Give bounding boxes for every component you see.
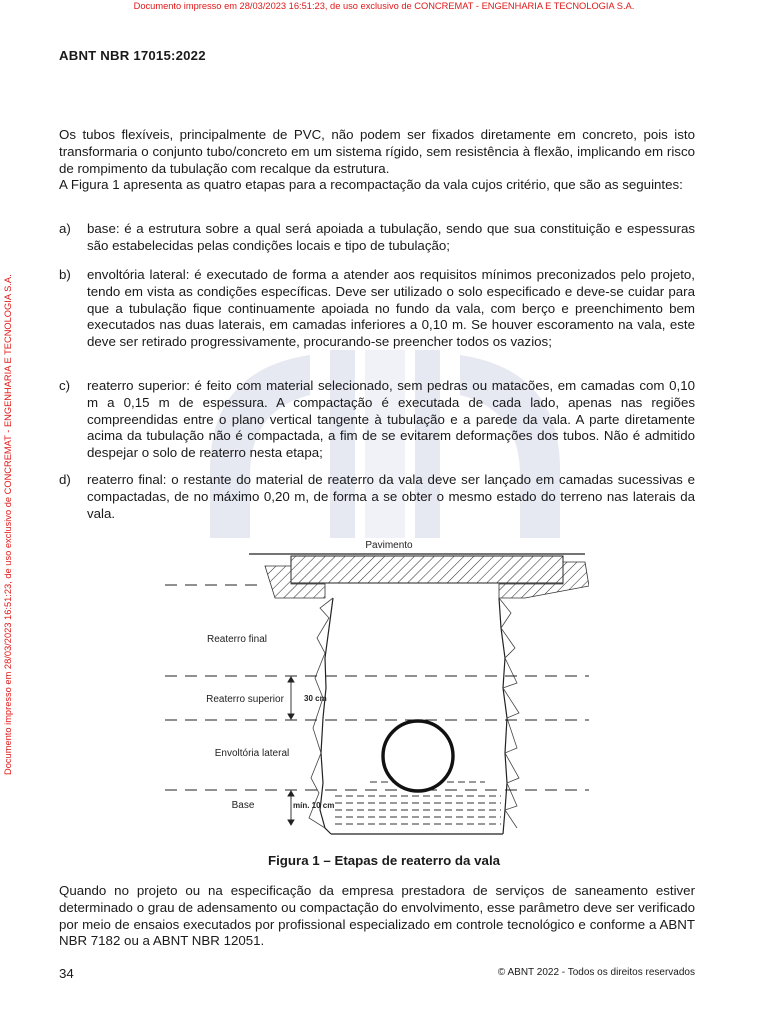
trench-backfill-diagram bbox=[165, 538, 589, 840]
label-reaterro-superior: Reaterro superior bbox=[206, 694, 284, 705]
list-item-text: reaterro superior: é feito com material selecionado, sem pedras ou matacões, em camadas com 0,10 m a 0,15 m de espessura. A compactação é executada de cada lado, apenas nas regiões compreendidas entre o plano vertical tangente à tubulação e a parede da vala. A parte diretamente acima da tubulação não é compactada, a fim de se evitarem deformações dos tubos. Não é admitido despejar o solo de reaterro nesta etapa; bbox=[87, 378, 695, 461]
dim-min10cm-label: mín. 10 cm bbox=[293, 801, 335, 810]
label-envoltoria-lateral: Envoltória lateral bbox=[214, 748, 290, 759]
pavement-slab bbox=[291, 556, 563, 583]
print-watermark-top: Documento impresso em 28/03/2023 16:51:23, de uso exclusivo de CONCREMAT - ENGENHARIA E TECNOLOGIA S.A. bbox=[133, 1, 635, 11]
list-item-label: d) bbox=[59, 472, 71, 487]
label-base: Base bbox=[231, 800, 255, 811]
paragraph-text: A Figura 1 apresenta as quatro etapas para a recompactação da vala cujos critério, que são as seguintes: bbox=[59, 177, 683, 192]
copyright-notice: © ABNT 2022 - Todos os direitos reservados bbox=[497, 967, 695, 978]
list-item bbox=[59, 221, 695, 255]
print-watermark-side: Documento impresso em 28/03/2023 16:51:23, de uso exclusivo de CONCREMAT - ENGENHARIA E TECNOLOGIA S.A. bbox=[3, 274, 13, 775]
paragraph-text: Quando no projeto ou na especificação da empresa prestadora de serviços de saneamento estiver determinado o grau de adensamento ou compactação do envolvimento, esse parâmetro deve ser verificado por meio de ensaios executados por profissional especializado em controle tecnológico e conforme a ABNT NBR 7182 ou a ABNT NBR 12051. bbox=[59, 883, 695, 949]
standard-title: ABNT NBR 17015:2022 bbox=[59, 48, 206, 63]
page-number: 34 bbox=[59, 966, 74, 981]
list-item-text: base: é a estrutura sobre a qual será apoiada a tubulação, sendo que sua constituição e espessuras são estabelecidas pelas condições locais e tipo de tubulação; bbox=[87, 221, 695, 253]
pipe-circle bbox=[383, 721, 453, 791]
figure-caption: Figura 1 – Etapas de reaterro da vala bbox=[267, 853, 501, 868]
paragraph-figure-intro bbox=[59, 177, 695, 194]
list-item-text: envoltória lateral: é executado de forma a atender aos requisitos mínimos preconizados pelo projeto, tendo em vista as condições específicas. Deve ser utilizado o solo especificado e deve-se cuidar para que a tubulação fique continuamente apoiada no fundo da vala, com berço e preenchimento bem executados nas duas laterais, em camadas inferiores a 0,10 m. Se houver escoramento na vala, este deve ser retirado progressivamente, procurando-se preencher todos os vazios; bbox=[87, 267, 695, 350]
list-item-label: c) bbox=[59, 378, 71, 393]
paragraph-flexible-pipes bbox=[59, 127, 695, 177]
list-item-label: a) bbox=[59, 221, 71, 236]
paragraph-text: Os tubos flexíveis, principalmente de PVC, não podem ser fixados diretamente em concreto, pois isto transformaria o conjunto tubo/concreto em um sistema rígido, sem resistência à flexão, implicando em risco de rompimento da tubulação com recalque da estrutura. bbox=[59, 127, 695, 176]
label-reaterro-final: Reaterro final bbox=[206, 634, 268, 645]
pavement-label: Pavimento bbox=[365, 540, 413, 551]
list-item-text: reaterro final: o restante do material de reaterro da vala deve ser lançado em camadas sucessivas e compactadas, de no máximo 0,20 m, de forma a se obter o mesmo estado do terreno nas laterais da vala. bbox=[87, 472, 695, 521]
dim-30cm-label: 30 cm bbox=[304, 694, 327, 703]
list-item bbox=[59, 267, 695, 351]
list-item-label: b) bbox=[59, 267, 71, 282]
list-item bbox=[59, 378, 695, 462]
paragraph-compaction bbox=[59, 883, 695, 950]
list-item bbox=[59, 472, 695, 522]
